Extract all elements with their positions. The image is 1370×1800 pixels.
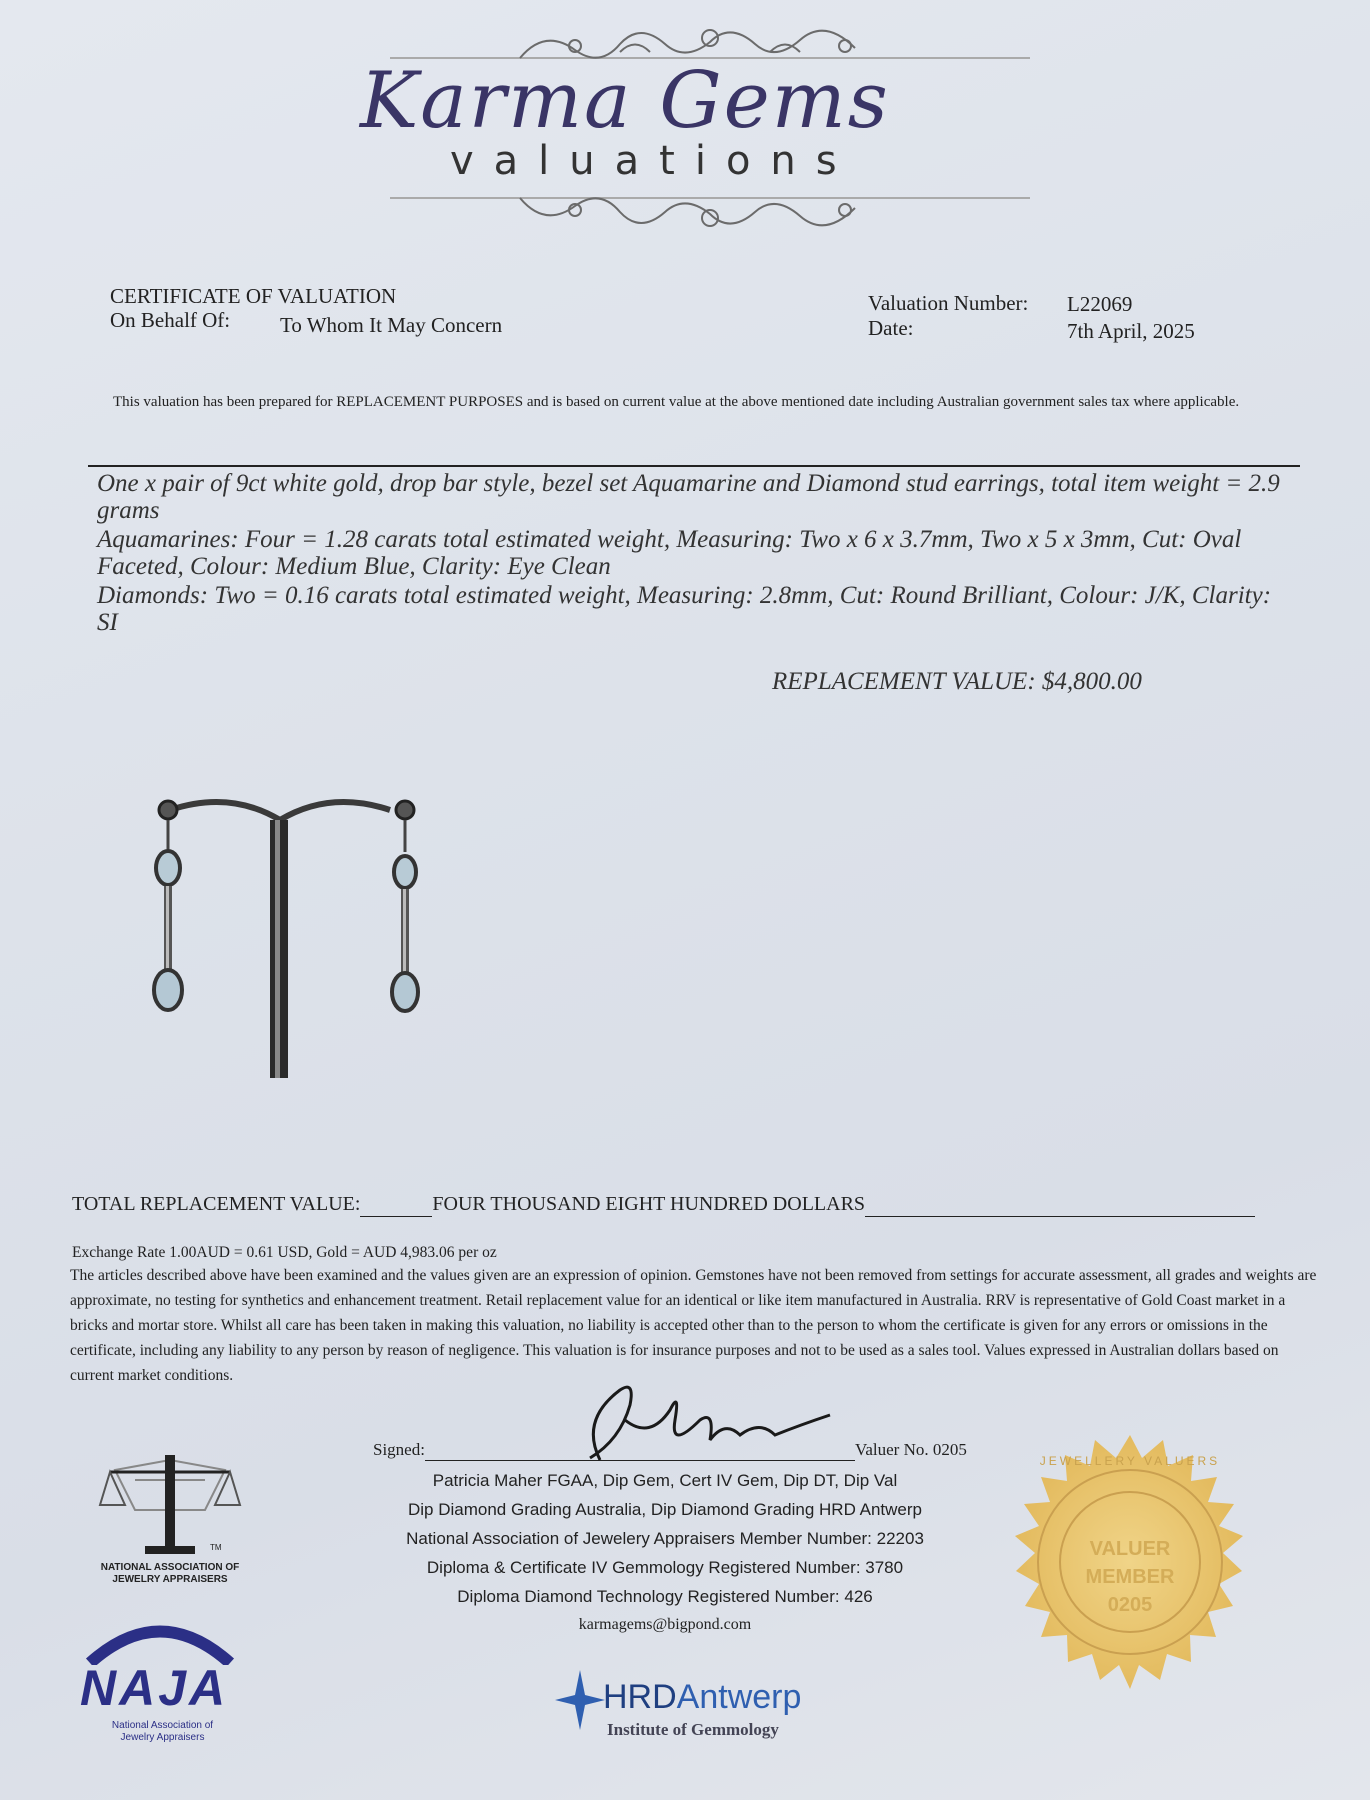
naja-scales-logo (85, 1450, 255, 1590)
earrings-photo (140, 780, 450, 1080)
logo-sub-text: valuations (450, 138, 857, 184)
certificate-title: CERTIFICATE OF VALUATION (110, 284, 397, 308)
blank-line (865, 1193, 1255, 1217)
seal-ring-text: JEWELLERY VALUERS (1039, 1454, 1221, 1468)
seal-center-line: MEMBER (1085, 1566, 1175, 1588)
naja-subtitle (75, 1720, 250, 1744)
handwritten-signature (540, 1380, 840, 1465)
date-label: Date: (868, 316, 914, 340)
valuer-seal (985, 1430, 1275, 1720)
hrd-subtitle: Institute of Gemmology (607, 1720, 779, 1739)
divider (88, 465, 1300, 467)
naja-wordmark (75, 1615, 245, 1755)
replacement-value: REPLACEMENT VALUE: $4,800.00 (772, 668, 1142, 695)
disclaimer: The articles described above have been examined and the values given are an expression of opinion. Gemstones have not been removed from settings for accurate assessment, all grades and weights are approximate, no testing for synthetics and enhancement treatment. Retail replacement value for an identical or like item manufactured in Australia. RRV is representative of Gold Coast market in a bricks and mortar store. Whilst all care has been taken in making this valuation, no liability is accepted other than to the person to whom the certificate is given for any errors or omissions in the certificate, including any liability to any person by reason of negligence. This valuation is for insurance purposes and not to be used as a sales tool. Values expressed in Australian dollars based on current market conditions. (70, 1267, 1317, 1384)
star-icon (555, 1670, 605, 1730)
naja-caption-line: NATIONAL ASSOCIATION OF (100, 1562, 240, 1573)
seal-center-line: 0205 (1107, 1594, 1153, 1616)
valuer-number: Valuer No. 0205 (854, 1440, 967, 1459)
total-label: TOTAL REPLACEMENT VALUE: (72, 1193, 361, 1215)
hrd-name-b: Antwerp (676, 1678, 802, 1716)
naja-subtitle-line: National Association of (111, 1720, 214, 1731)
hrd-logo (555, 1670, 855, 1760)
purpose-note: This valuation has been prepared for REPLACEMENT PURPOSES and is based on current value at the above mentioned date including Australian government sales tax where applicable. (113, 394, 1240, 410)
hrd-name-a: HRD (603, 1678, 677, 1716)
scales-icon (85, 1450, 255, 1560)
trademark: TM (210, 1543, 222, 1552)
naja-arc-icon (75, 1615, 245, 1665)
naja-acronym: NAJA (80, 1660, 229, 1716)
seal-center-text (985, 1535, 1275, 1619)
description-line: Diamonds: Two = 0.16 carats total estimated weight, Measuring: 2.8mm, Cut: Round Brilliant, Colour: J/K, Clarity: SI (97, 582, 1272, 636)
email-address: karmagems@bigpond.com (578, 1616, 752, 1633)
behalf-label: On Behalf Of: (110, 308, 231, 332)
total-words: FOUR THOUSAND EIGHT HUNDRED DOLLARS (432, 1193, 866, 1215)
credential-line: Diploma & Certificate IV Gemmology Registered Number: 3780 (426, 1558, 904, 1577)
credential-line: Patricia Maher FGAA, Dip Gem, Cert IV Gem, Dip DT, Dip Val (432, 1471, 898, 1490)
valuer-credentials (340, 1466, 990, 1611)
naja-caption-line: JEWELRY APPRAISERS (112, 1574, 228, 1585)
naja-caption (85, 1562, 255, 1586)
seal-center-line: VALUER (1089, 1538, 1171, 1560)
blank-line (360, 1193, 432, 1217)
total-replacement-row (72, 1193, 1312, 1217)
valuation-number: L22069 (1067, 292, 1133, 316)
credential-line: Diploma Diamond Technology Registered Number: 426 (457, 1587, 873, 1606)
description-line: Aquamarines: Four = 1.28 carats total estimated weight, Measuring: Two x 6 x 3.7mm, Two x 5 x 3mm, Cut: Oval Faceted, Colour: Medium Blue, Clarity: Eye Clean (97, 526, 1242, 580)
behalf-value: To Whom It May Concern (280, 313, 503, 337)
company-logo (360, 18, 1050, 238)
date-value: 7th April, 2025 (1067, 319, 1195, 343)
description-line: One x pair of 9ct white gold, drop bar style, bezel set Aquamarine and Diamond stud earrings, total item weight = 2.9 grams (97, 470, 1280, 524)
hrd-name (603, 1678, 801, 1717)
logo-script-text: Karma Gems (360, 56, 890, 146)
item-description (97, 470, 1292, 638)
valuation-number-label: Valuation Number: (868, 291, 1029, 315)
exchange-rate: Exchange Rate 1.00AUD = 0.61 USD, Gold = AUD 4,983.06 per oz (72, 1244, 497, 1261)
naja-subtitle-line: Jewelry Appraisers (120, 1732, 205, 1743)
signed-label: Signed: (373, 1440, 425, 1459)
credential-line: Dip Diamond Grading Australia, Dip Diamond Grading HRD Antwerp (407, 1500, 922, 1519)
credential-line: National Association of Jewelery Appraisers Member Number: 22203 (406, 1529, 924, 1548)
